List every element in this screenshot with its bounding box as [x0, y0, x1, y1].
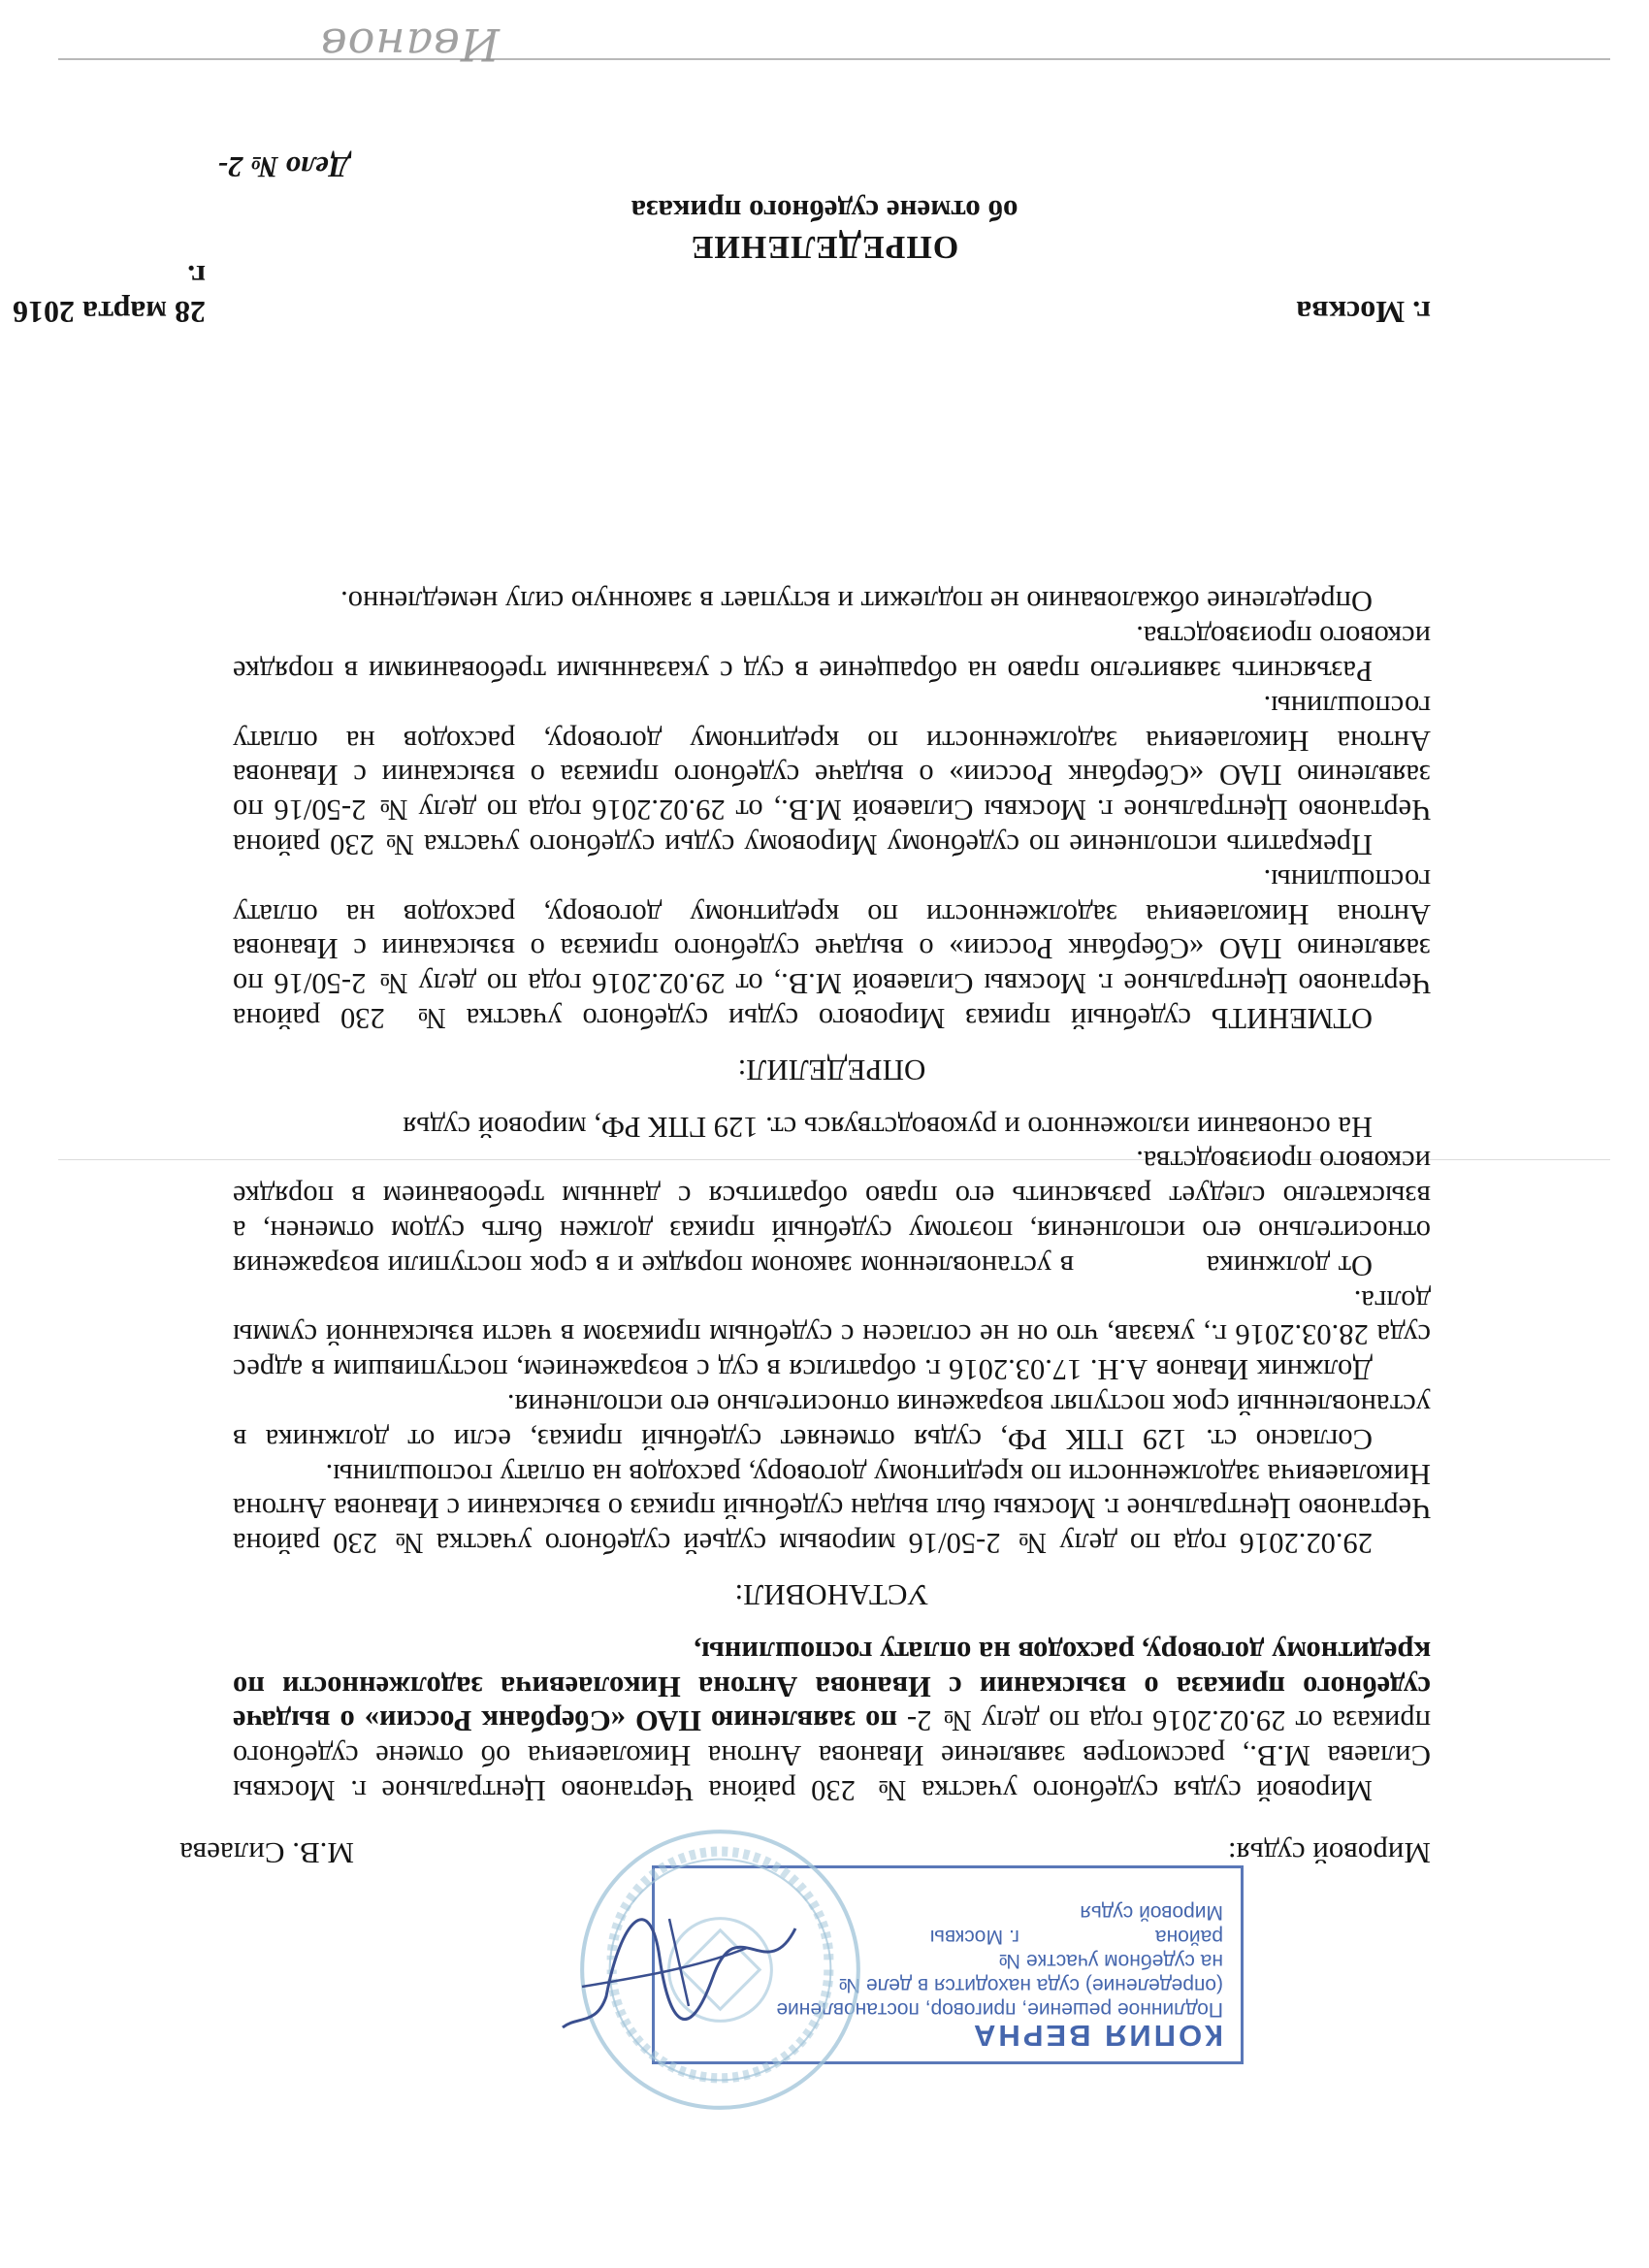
intro-text: Мировой судья судебного участка № 230 района Чертаново Центральное г. Москвы Силаева М.В., рассмотрев заявление Иванова Антона Николаевича об отмене судебного приказа от 29.02.2016 года по делу № 2- [233, 1704, 1431, 1807]
stamp-line: Мировой судья [1080, 1901, 1223, 1924]
document-city: г. Москва [1296, 295, 1431, 330]
certified-copy-stamp [652, 1865, 1244, 2064]
established-paragraph: Согласно ст. 129 ГПК РФ, судья отменяет судебный приказ, если от должника в установленный срок поступят возражения относительно его исполнения. [233, 1388, 1431, 1456]
document-body [225, 584, 1431, 1807]
stamp-line: на судебном участке № [998, 1950, 1223, 1972]
decided-paragraph: Определение обжалованию не подлежит и вступает в законную силу немедленно. [340, 585, 1373, 619]
established-paragraph: От должника в установленном законом порядке и в срок поступили возражения относительно его исполнения, поэтому судебный приказ должен быть судом отменен, а взыскателю следует разъяснить его право обратиться с данным требованием в порядке искового производства. [225, 1145, 1431, 1282]
decided-paragraph: Прекратить исполнение по судебному Мировому судьи судебного участка № 230 района Чертаново Центральное г. Москвы Силаевой М.В., от 29.02.2016 года по делу № 2-50/16 по заявлению ПАО «Сбербанк России» о выдаче судебного приказа о взыскании с Иванова Антона Николаевича задолженности по кредитному договору, расходов на оплату госпошлины. [233, 689, 1431, 862]
handwritten-note: Иванов [319, 18, 500, 71]
intro-paragraph [233, 1634, 1431, 1807]
established-paragraph: Должник Иванов А.Н. 17.03.2016 г. обратился в суд с возражением, поступившим в адрес суда 28.03.2016 г., указав, что он не согласен с судебным приказом в части взысканной суммы долга. [233, 1283, 1431, 1387]
judge-name: М.В. Силаева [179, 1836, 354, 1870]
judge-label: Мировой судья: [1227, 1836, 1431, 1870]
intro-bold-text: по заявлению ПАО «Сбербанк России» о выдаче судебного приказа о взыскании с Иванова Антона Николаевича задолженности по кредитному договору, расходов на оплату госпошлины, [233, 1635, 1431, 1738]
heading-established: УСТАНОВИЛ: [734, 1578, 929, 1613]
document-title: ОПРЕДЕЛЕНИЕ [690, 229, 959, 265]
stamp-line: района г. Москвы [929, 1926, 1223, 1948]
case-number: Дело № 2- [217, 150, 349, 184]
decided-paragraph: ОТМЕНИТЬ судебный приказ Мирового судьи судебного участка № 230 района Чертаново Центральное г. Москвы Силаевой М.В., от 29.02.2016 года по делу № 2-50/16 по заявлению ПАО «Сбербанк России» о выдаче судебного приказа о взыскании с Иванова Антона Николаевича задолженности по кредитному договору, расходов на оплату госпошлины. [233, 862, 1431, 1036]
document-date: 28 марта 2016 г. [12, 259, 206, 330]
stamp-line: Подлинное решение, приговор, постановление [776, 1998, 1223, 2021]
established-paragraph: 29.02.2016 года по делу № 2-50/16 мировым судьей судебного участка № 230 района Чертаново Центральное г. Москвы был выдан судебный приказ о взыскании с Иванова Антона Николаевича задолженности по кредитному договору, расходов на оплату госпошлины. [233, 1457, 1431, 1561]
stamp-line: (определение) суда находится в деле № [838, 1974, 1223, 1996]
established-paragraph: На основании изложенного и руководствуясь ст. 129 ГПК РФ, мировой судья [403, 1110, 1373, 1144]
heading-decided: ОПРЕДЕЛИЛ: [737, 1053, 926, 1087]
decided-paragraph: Разъяснить заявителю право на обращение в суд с указанными требованиями в порядке искового производства. [233, 620, 1431, 689]
document-subtitle: об отмене судебного приказа [630, 194, 1018, 228]
stamp-title: КОПИЯ ВЕРНА [970, 2019, 1223, 2053]
